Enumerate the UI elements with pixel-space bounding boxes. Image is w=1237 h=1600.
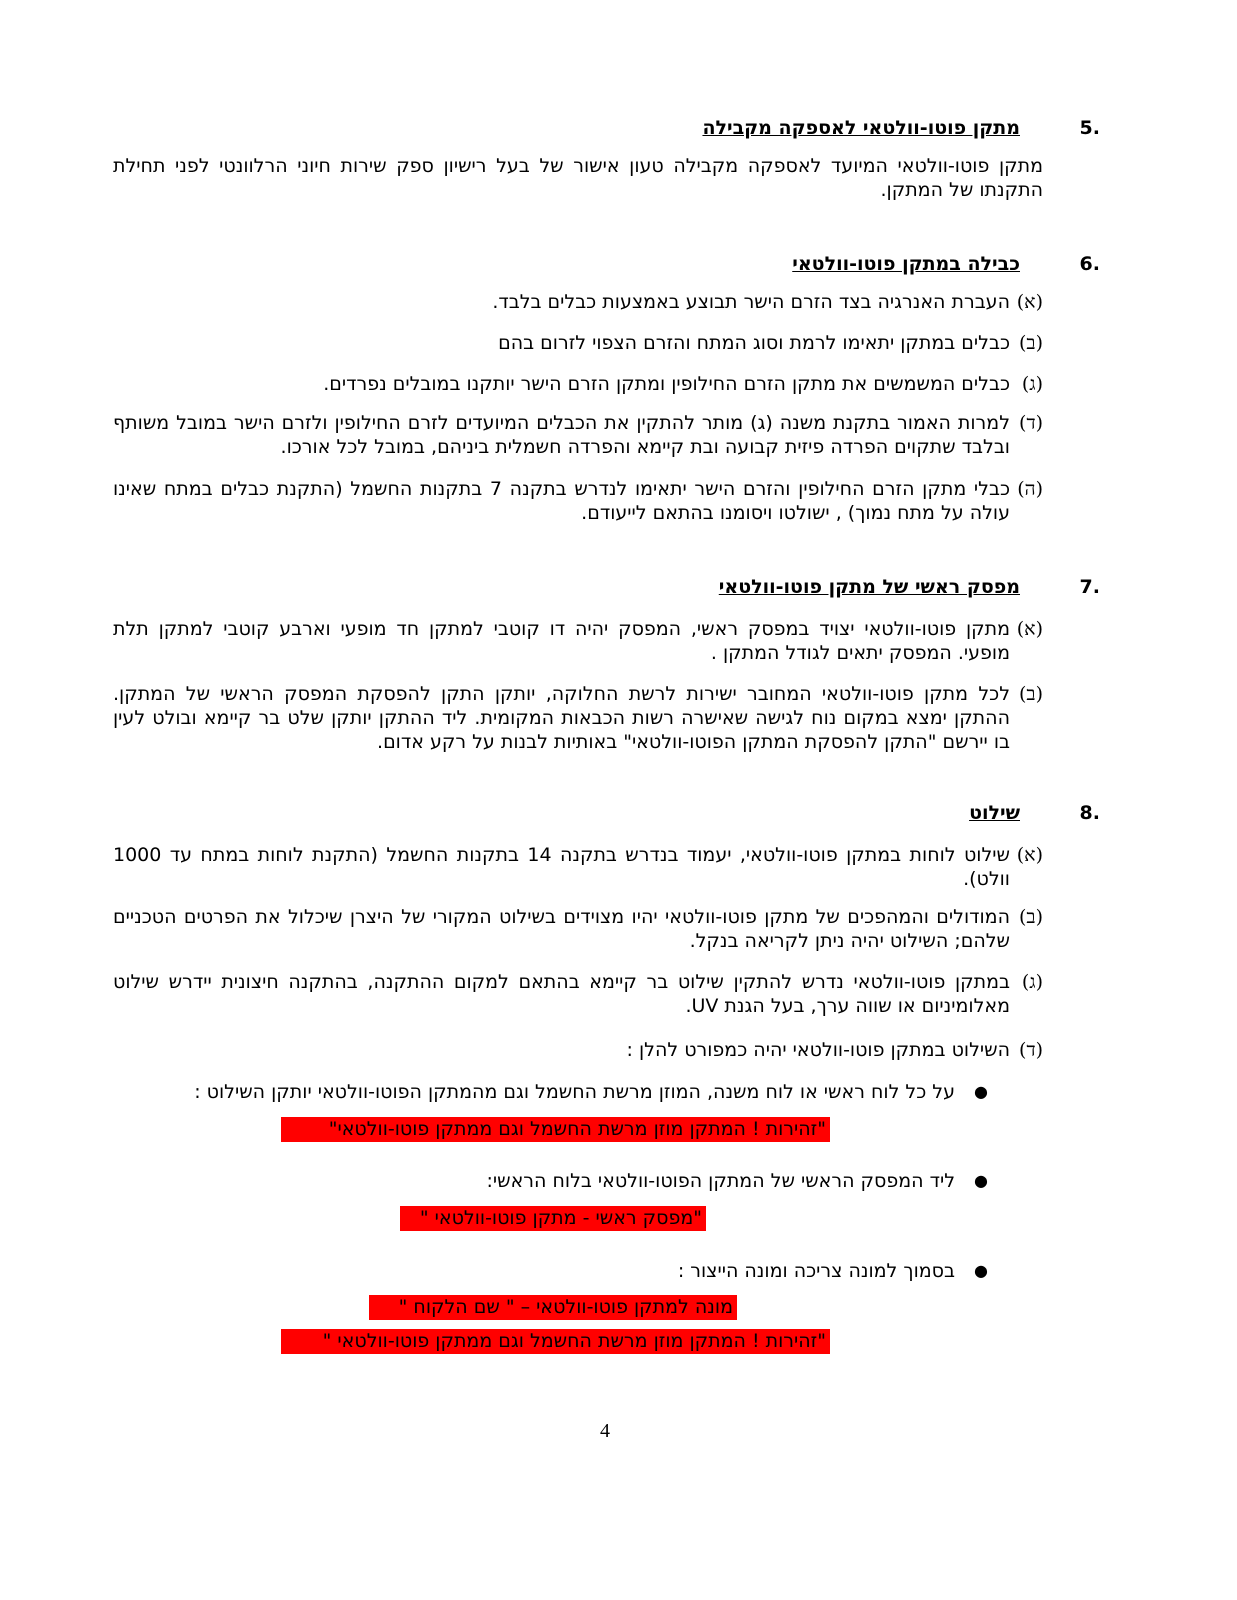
- section-number: .5: [1079, 117, 1100, 139]
- item-marker: (ב): [1019, 332, 1043, 354]
- item-marker: (ה): [1017, 478, 1043, 500]
- section-6-heading: [140, 253, 1100, 279]
- section-number: .6: [1079, 253, 1100, 275]
- section-title: כבילה במתקן פוטו-וולטאי: [792, 253, 1020, 275]
- section-number: .8: [1079, 802, 1100, 824]
- section-title: מתקן פוטו-וולטאי לאספקה מקבילה: [702, 117, 1020, 139]
- item-text: העברת האנרגיה בצד הזרם הישר תבוצע באמצעות כבלים בלבד.: [492, 291, 1010, 313]
- bullet-icon: ●: [974, 1171, 988, 1190]
- section-title: שילוט: [969, 802, 1020, 824]
- item-text: מתקן פוטו-וולטאי יצויד במפסק ראשי, המפסק יהיה דו קוטבי למתקן חד מופעי וארבע קוטבי למתקן תלת מופעי. המפסק יתאים לגודל המתקן .: [113, 618, 1010, 664]
- list-item: [113, 617, 1043, 667]
- section-7-heading: [140, 576, 1100, 602]
- list-item: [113, 905, 1043, 955]
- bullet-text: בסמוך למונה צריכה ומונה הייצור :: [677, 1260, 955, 1282]
- item-marker: (א): [1016, 291, 1043, 313]
- list-item: [113, 331, 1043, 357]
- item-marker: (ב): [1019, 683, 1043, 705]
- item-marker: (ד): [1019, 412, 1043, 434]
- bullet-item: [113, 1080, 988, 1106]
- section-number: .7: [1079, 576, 1100, 598]
- section-title: מפסק ראשי של מתקן פוטו-וולטאי: [718, 576, 1020, 598]
- bullet-icon: ●: [974, 1082, 988, 1101]
- bullet-item: [400, 1169, 988, 1195]
- item-text: כבלים המשמשים את מתקן הזרם החילופין ומתקן הזרם הישר יותקנו במובלים נפרדים.: [323, 373, 1010, 395]
- bullet-text: על כל לוח ראשי או לוח משנה, המוזן מרשת החשמל וגם מהמתקן הפוטו-וולטאי יותקן השילוט :: [194, 1081, 955, 1103]
- list-item: [113, 477, 1043, 527]
- section-5-body: מתקן פוטו-וולטאי המיועד לאספקה מקבילה טעון אישור של בעל רישיון ספק שירות חיוני הרלוונטי לפני תחילת התקנתו של המתקן.: [113, 155, 1043, 201]
- item-marker: (א): [1016, 844, 1043, 866]
- item-text: במתקן פוטו-וולטאי נדרש להתקין שילוט בר קיימא בהתאם למקום ההתקנה, בהתקנה חיצונית יידרש שילוט מאלומיניום או שווה ערך, בעל הגנת UV.: [113, 971, 1010, 1017]
- item-marker: (ד): [1019, 1039, 1043, 1061]
- item-text: כבלי מתקן הזרם החילופין והזרם הישר יתאימו לנדרש בתקנה 7 בתקנות החשמל (התקנת כבלים במתח שאינו עולה על מתח נמוך) , ישולטו ויסומנו בהתאם לייעודם.: [113, 478, 1010, 524]
- main-switch-sign: "מפסק ראשי - מתקן פוטו-וולטאי ": [400, 1206, 706, 1231]
- item-marker: (ג): [1021, 971, 1043, 993]
- list-item: [113, 411, 1043, 461]
- section-5-heading: [140, 117, 1100, 143]
- warning-sign: "זהירות ! המתקן מוזן מרשת החשמל וגם ממתקן פוטו-וולטאי ": [281, 1329, 830, 1354]
- list-item: [113, 1038, 1043, 1064]
- list-item: [113, 290, 1043, 316]
- bullet-item: [600, 1259, 988, 1285]
- item-marker: (א): [1016, 618, 1043, 640]
- item-text: שילוט לוחות במתקן פוטו-וולטאי, יעמוד בנדרש בתקנה 14 בתקנות החשמל (התקנת לוחות במתח עד 1000 וולט).: [113, 844, 1010, 890]
- warning-sign: "זהירות ! המתקן מוזן מרשת החשמל וגם ממתקן פוטו-וולטאי": [281, 1117, 830, 1142]
- item-text: המודולים והמהפכים של מתקן פוטו-וולטאי יהיו מצוידים בשילוט המקורי של היצרן שיכלול את הפרטים הטכניים שלהם; השילוט יהיה ניתן לקריאה בנקל.: [113, 906, 1010, 952]
- list-item: [113, 372, 1043, 398]
- item-text: כבלים במתקן יתאימו לרמת וסוג המתח והזרם הצפוי לזרום בהם: [498, 332, 1010, 354]
- item-text: לכל מתקן פוטו-וולטאי המחובר ישירות לרשת החלוקה, יותקן התקן להפסקת המפסק הראשי של המתקן. ההתקן ימצא במקום נוח לגישה שאישרה רשות הכבאות המקומית. ליד ההתקן יותקן שלט בר קיימא ובולט לעין בו יירשם "התקן להפסקת המתקן הפוטו-וולטאי" באותיות לבנות על רקע אדום.: [113, 683, 1010, 753]
- meter-sign: מונה למתקן פוטו-וולטאי – " שם הלקוח ": [369, 1295, 737, 1320]
- bullet-icon: ●: [974, 1261, 988, 1280]
- item-text: השילוט במתקן פוטו-וולטאי יהיה כמפורט להלן :: [626, 1039, 1010, 1061]
- item-text: למרות האמור בתקנת משנה (ג) מותר להתקין את הכבלים המיועדים לזרם החילופין ולזרם הישר במובל משותף ובלבד שתקוים הפרדה פיזית קבועה ובת קיימא והפרדה חשמלית ביניהם, במובל לכל אורכו.: [113, 412, 1010, 458]
- bullet-text: ליד המפסק הראשי של המתקן הפוטו-וולטאי בלוח הראשי:: [486, 1170, 955, 1192]
- item-marker: (ב): [1019, 906, 1043, 928]
- section-8-heading: [140, 802, 1100, 828]
- list-item: [113, 970, 1043, 1020]
- page-number: 4: [600, 1420, 610, 1442]
- list-item: [113, 682, 1043, 756]
- list-item: [113, 843, 1043, 893]
- item-marker: (ג): [1021, 373, 1043, 395]
